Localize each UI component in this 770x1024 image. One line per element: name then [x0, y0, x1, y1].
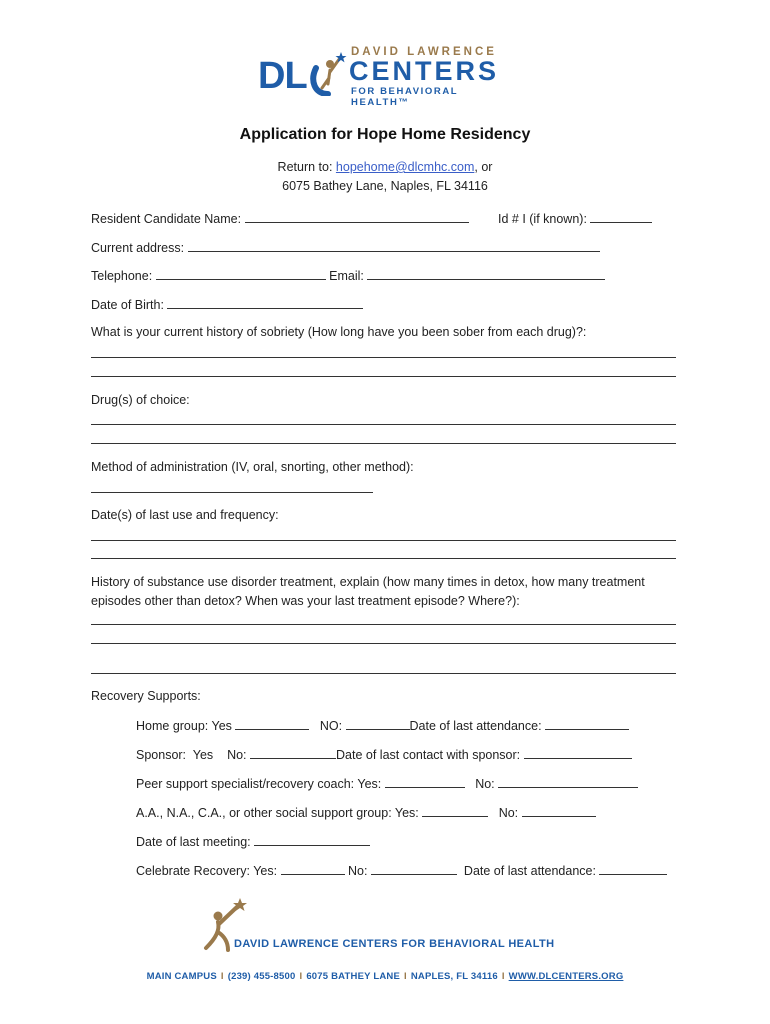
- candidate-name-label: Resident Candidate Name:: [91, 212, 242, 226]
- history-answer-line-3[interactable]: [91, 673, 676, 674]
- last-meeting-field[interactable]: [254, 834, 370, 846]
- peer-support-no-field[interactable]: [498, 776, 638, 788]
- telephone-label: Telephone:: [91, 269, 153, 283]
- dob-field[interactable]: [167, 297, 363, 309]
- logo-line-1: DAVID LAWRENCE: [351, 46, 497, 58]
- peer-support-no-label: No:: [475, 777, 495, 791]
- drugs-question: Drug(s) of choice:: [91, 393, 190, 407]
- address-label: Current address:: [91, 241, 185, 255]
- logo-line-2: CENTERS: [349, 56, 500, 86]
- footer-contact-line: [0, 971, 770, 982]
- dob-label: Date of Birth:: [91, 298, 164, 312]
- home-group-row: [136, 718, 629, 733]
- logo-line-3: FOR BEHAVIORAL HEALTH™: [351, 86, 459, 108]
- drugs-answer-line-2[interactable]: [91, 443, 676, 444]
- sponsor-no-label: No:: [227, 748, 247, 762]
- recovery-supports-heading: Recovery Supports:: [91, 689, 201, 703]
- peer-support-row: [136, 776, 638, 791]
- peer-support-label: Peer support specialist/recovery coach: Yes:: [136, 777, 382, 791]
- logo-mark: DL: [258, 55, 307, 97]
- home-group-no-field[interactable]: [346, 718, 410, 730]
- person-reaching-star-icon: [308, 50, 348, 96]
- sponsor-yes-label: Yes: [192, 748, 214, 762]
- sponsor-row: [136, 747, 632, 762]
- address-row: [91, 240, 600, 255]
- id-field[interactable]: [590, 211, 652, 223]
- last-meeting-row: [136, 834, 370, 849]
- email-label: Email:: [329, 269, 364, 283]
- last-use-answer-line-2[interactable]: [91, 558, 676, 559]
- return-line: [0, 160, 770, 174]
- id-row: [498, 211, 652, 226]
- sobriety-question: What is your current history of sobriety (How long have you been sober from each drug)?:: [91, 325, 587, 339]
- id-label: Id # I (if known):: [498, 212, 587, 226]
- dob-row: [91, 297, 363, 312]
- home-group-attendance-label: Date of last attendance:: [409, 719, 542, 733]
- sponsor-no-field[interactable]: [250, 747, 336, 759]
- return-suffix: , or: [474, 160, 493, 174]
- celebrate-row: [136, 863, 667, 878]
- aa-group-row: [136, 805, 596, 820]
- home-group-no-label: NO:: [319, 719, 343, 733]
- peer-support-yes-field[interactable]: [385, 776, 465, 788]
- footer-org-name: DAVID LAWRENCE CENTERS FOR BEHAVIORAL HEALTH: [234, 938, 555, 950]
- sponsor-contact-label: Date of last contact with sponsor:: [336, 748, 521, 762]
- last-use-question: Date(s) of last use and frequency:: [91, 508, 279, 522]
- method-question: Method of administration (IV, oral, snorting, other method):: [91, 460, 414, 474]
- footer-separator: I: [299, 971, 303, 982]
- return-email-link[interactable]: hopehome@dlcmhc.com: [335, 160, 475, 174]
- celebrate-attendance-field[interactable]: [599, 863, 667, 875]
- aa-group-no-label: No:: [498, 806, 519, 820]
- footer-separator: I: [501, 971, 505, 982]
- drugs-answer-line-1[interactable]: [91, 424, 676, 425]
- history-answer-line-1[interactable]: [91, 624, 676, 625]
- celebrate-no-label: No:: [348, 864, 368, 878]
- sobriety-answer-line-2[interactable]: [91, 376, 676, 377]
- candidate-name-row: [91, 211, 469, 226]
- telephone-field[interactable]: [156, 268, 326, 280]
- return-prefix: Return to:: [277, 160, 333, 174]
- header-logo: [258, 44, 518, 108]
- history-question-line-1: History of substance use disorder treatment, explain (how many times in detox, how many treatment: [91, 575, 645, 589]
- history-answer-line-2[interactable]: [91, 643, 676, 644]
- celebrate-attendance-label: Date of last attendance:: [463, 864, 596, 878]
- aa-group-label: A.A., N.A., C.A., or other social support group: Yes:: [136, 806, 419, 820]
- celebrate-yes-field[interactable]: [281, 863, 345, 875]
- footer-city: NAPLES, FL 34116: [410, 971, 498, 982]
- last-use-answer-line-1[interactable]: [91, 540, 676, 541]
- celebrate-no-field[interactable]: [371, 863, 457, 875]
- sponsor-label: Sponsor:: [136, 748, 187, 762]
- email-field[interactable]: [367, 268, 605, 280]
- aa-group-yes-field[interactable]: [422, 805, 488, 817]
- return-address: 6075 Bathey Lane, Naples, FL 34116: [282, 179, 488, 193]
- celebrate-label: Celebrate Recovery: Yes:: [136, 864, 278, 878]
- history-question-line-2: episodes other than detox? When was your last treatment episode? Where?):: [91, 594, 520, 608]
- footer-logo: [198, 898, 558, 954]
- address-field[interactable]: [188, 240, 600, 252]
- footer-phone: (239) 455-8500: [227, 971, 296, 982]
- footer-street: 6075 BATHEY LANE: [306, 971, 400, 982]
- sobriety-answer-line-1[interactable]: [91, 357, 676, 358]
- page-title: Application for Hope Home Residency: [239, 126, 531, 143]
- footer-separator: I: [220, 971, 224, 982]
- method-answer-line[interactable]: [91, 492, 373, 493]
- footer-campus: MAIN CAMPUS: [146, 971, 217, 982]
- candidate-name-field[interactable]: [245, 211, 469, 223]
- last-meeting-label: Date of last meeting:: [136, 835, 251, 849]
- footer-website-link[interactable]: WWW.DLCENTERS.ORG: [508, 971, 624, 982]
- home-group-yes-field[interactable]: [235, 718, 309, 730]
- contact-row: [91, 268, 605, 283]
- aa-group-no-field[interactable]: [522, 805, 596, 817]
- sponsor-contact-field[interactable]: [524, 747, 632, 759]
- footer-separator: I: [403, 971, 407, 982]
- home-group-label: Home group: Yes: [136, 719, 232, 733]
- home-group-attendance-field[interactable]: [545, 718, 629, 730]
